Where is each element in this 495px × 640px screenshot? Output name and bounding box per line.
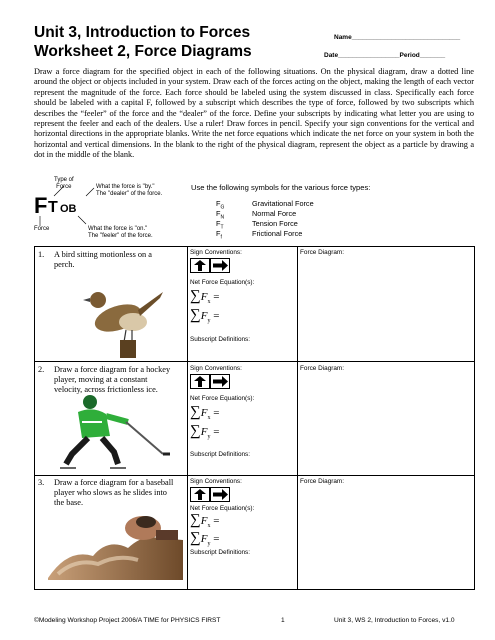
hockey-player-image bbox=[58, 392, 173, 472]
footer-copyright: ©Modeling Workshop Project 2006/A TIME for PHYSICS FIRST bbox=[34, 617, 221, 624]
title-line-2: Worksheet 2, Force Diagrams bbox=[34, 43, 252, 60]
feeler-label: What the force is "on." The "feeler" of the force. bbox=[88, 226, 153, 239]
subscript-defs-label-2: Subscript Definitions: bbox=[190, 451, 251, 458]
sum-fx-equation-1[interactable]: $\sum F_x$ = bbox=[190, 288, 220, 306]
net-force-label-2: Net Force Equation(s): bbox=[190, 395, 255, 402]
force-diagram-label-2: Force Diagram: bbox=[300, 365, 345, 372]
vertical-sign-box-1[interactable] bbox=[190, 258, 210, 273]
row-divider-2 bbox=[34, 475, 475, 476]
horizontal-sign-box-3[interactable] bbox=[210, 487, 230, 502]
dealer-label: What the force is "by." The "dealer" of the force. bbox=[96, 184, 163, 197]
type-of-force-label: Type of Force bbox=[54, 177, 74, 190]
sign-conventions-label-3: Sign Conventions: bbox=[190, 478, 242, 485]
name-field[interactable]: Name______________________________ bbox=[334, 34, 461, 41]
title-line-1: Unit 3, Introduction to Forces bbox=[34, 24, 251, 41]
net-force-label-3: Net Force Equation(s): bbox=[190, 505, 255, 512]
legend-item-tension: $F_T$ Tension Force bbox=[216, 219, 298, 231]
right-arrow-icon bbox=[211, 488, 229, 501]
row-divider-1 bbox=[34, 361, 475, 362]
sign-conventions-label-2: Sign Conventions: bbox=[190, 365, 242, 372]
right-arrow-icon bbox=[211, 259, 229, 272]
sum-fy-equation-3[interactable]: $\sum F_y$ = bbox=[190, 530, 220, 548]
subscript-defs-label-1: Subscript Definitions: bbox=[190, 336, 251, 343]
up-arrow-icon bbox=[191, 259, 209, 272]
force-diagram-label-3: Force Diagram: bbox=[300, 478, 345, 485]
notation-symbol: F T OB bbox=[34, 193, 77, 218]
horizontal-sign-box-1[interactable] bbox=[210, 258, 230, 273]
subscript-defs-label-3: Subscript Definitions: bbox=[190, 549, 251, 556]
sum-fy-equation-2[interactable]: $\sum F_y$ = bbox=[190, 423, 220, 441]
bird-on-perch-image bbox=[78, 270, 163, 358]
vertical-sign-box-3[interactable] bbox=[190, 487, 210, 502]
legend-intro: Use the following symbols for the various force types: bbox=[191, 183, 371, 192]
problem-2: 2. Draw a force diagram for a hockey player, moving at a constant velocity, across frictionless ice. bbox=[38, 365, 171, 394]
sum-fx-equation-3[interactable]: $\sum F_x$ = bbox=[190, 512, 220, 530]
up-arrow-icon bbox=[191, 488, 209, 501]
horizontal-sign-box-2[interactable] bbox=[210, 374, 230, 389]
date-period-field[interactable]: Date_________________Period_______ bbox=[324, 52, 446, 59]
notation-pointer-lines bbox=[34, 182, 109, 232]
footer-doc-id: Unit 3, WS 2, Introduction to Forces, v1.0 bbox=[334, 617, 455, 624]
col-divider-1 bbox=[187, 246, 188, 590]
net-force-label-1: Net Force Equation(s): bbox=[190, 279, 255, 286]
force-diagram-label-1: Force Diagram: bbox=[300, 249, 345, 256]
sum-fx-equation-2[interactable]: $\sum F_x$ = bbox=[190, 404, 220, 422]
force-label: Force bbox=[34, 226, 50, 232]
problem-1: 1. A bird sitting motionless on a perch. bbox=[38, 250, 152, 269]
instructions: Draw a force diagram for the specified object in each of the following situations. On the physical diagram, draw a dotted line around the object or objects included in your system. Draw each of the forces acting on the object, making the length of each vector represent the magnitude of the force. Each force should be labeled using the system discussed in class. Specifically each force should be labeled with a capital F, followed by a subscript which describes the type of force, followed by two subscripts which describes the “feeler” of the force and the “dealer” of the force. Define your subscripts by indicating what letter you are using to represent the feeler and each of the dealers. Use a ruler! Draw forces in pencil. Specify your sign conventions for the vertical and horizontal directions in the appropriate blanks. Write the net force equations which indicate the net force on your system in both the horizontal and vertical dimensions. In the blank to the right of the physical diagram, represent the object as a particle by drawing a dot in the middle of the blank. bbox=[34, 67, 474, 160]
legend-item-frictional: $F_f$ Frictional Force bbox=[216, 229, 303, 241]
vertical-sign-box-2[interactable] bbox=[190, 374, 210, 389]
col-divider-2 bbox=[297, 246, 298, 590]
up-arrow-icon bbox=[191, 375, 209, 388]
sum-fy-equation-1[interactable]: $\sum F_y$ = bbox=[190, 307, 220, 325]
problem-3: 3. Draw a force diagram for a baseball player who slows as he slides into the base. bbox=[38, 478, 174, 507]
sign-conventions-label-1: Sign Conventions: bbox=[190, 249, 242, 256]
footer-page-number: 1 bbox=[281, 617, 285, 624]
right-arrow-icon bbox=[211, 375, 229, 388]
legend-item-normal: $F_N$ Normal Force bbox=[216, 209, 297, 221]
legend-item-gravitational: $F_G$ Gravitational Force bbox=[216, 199, 314, 211]
baseball-slide-image bbox=[48, 508, 183, 580]
